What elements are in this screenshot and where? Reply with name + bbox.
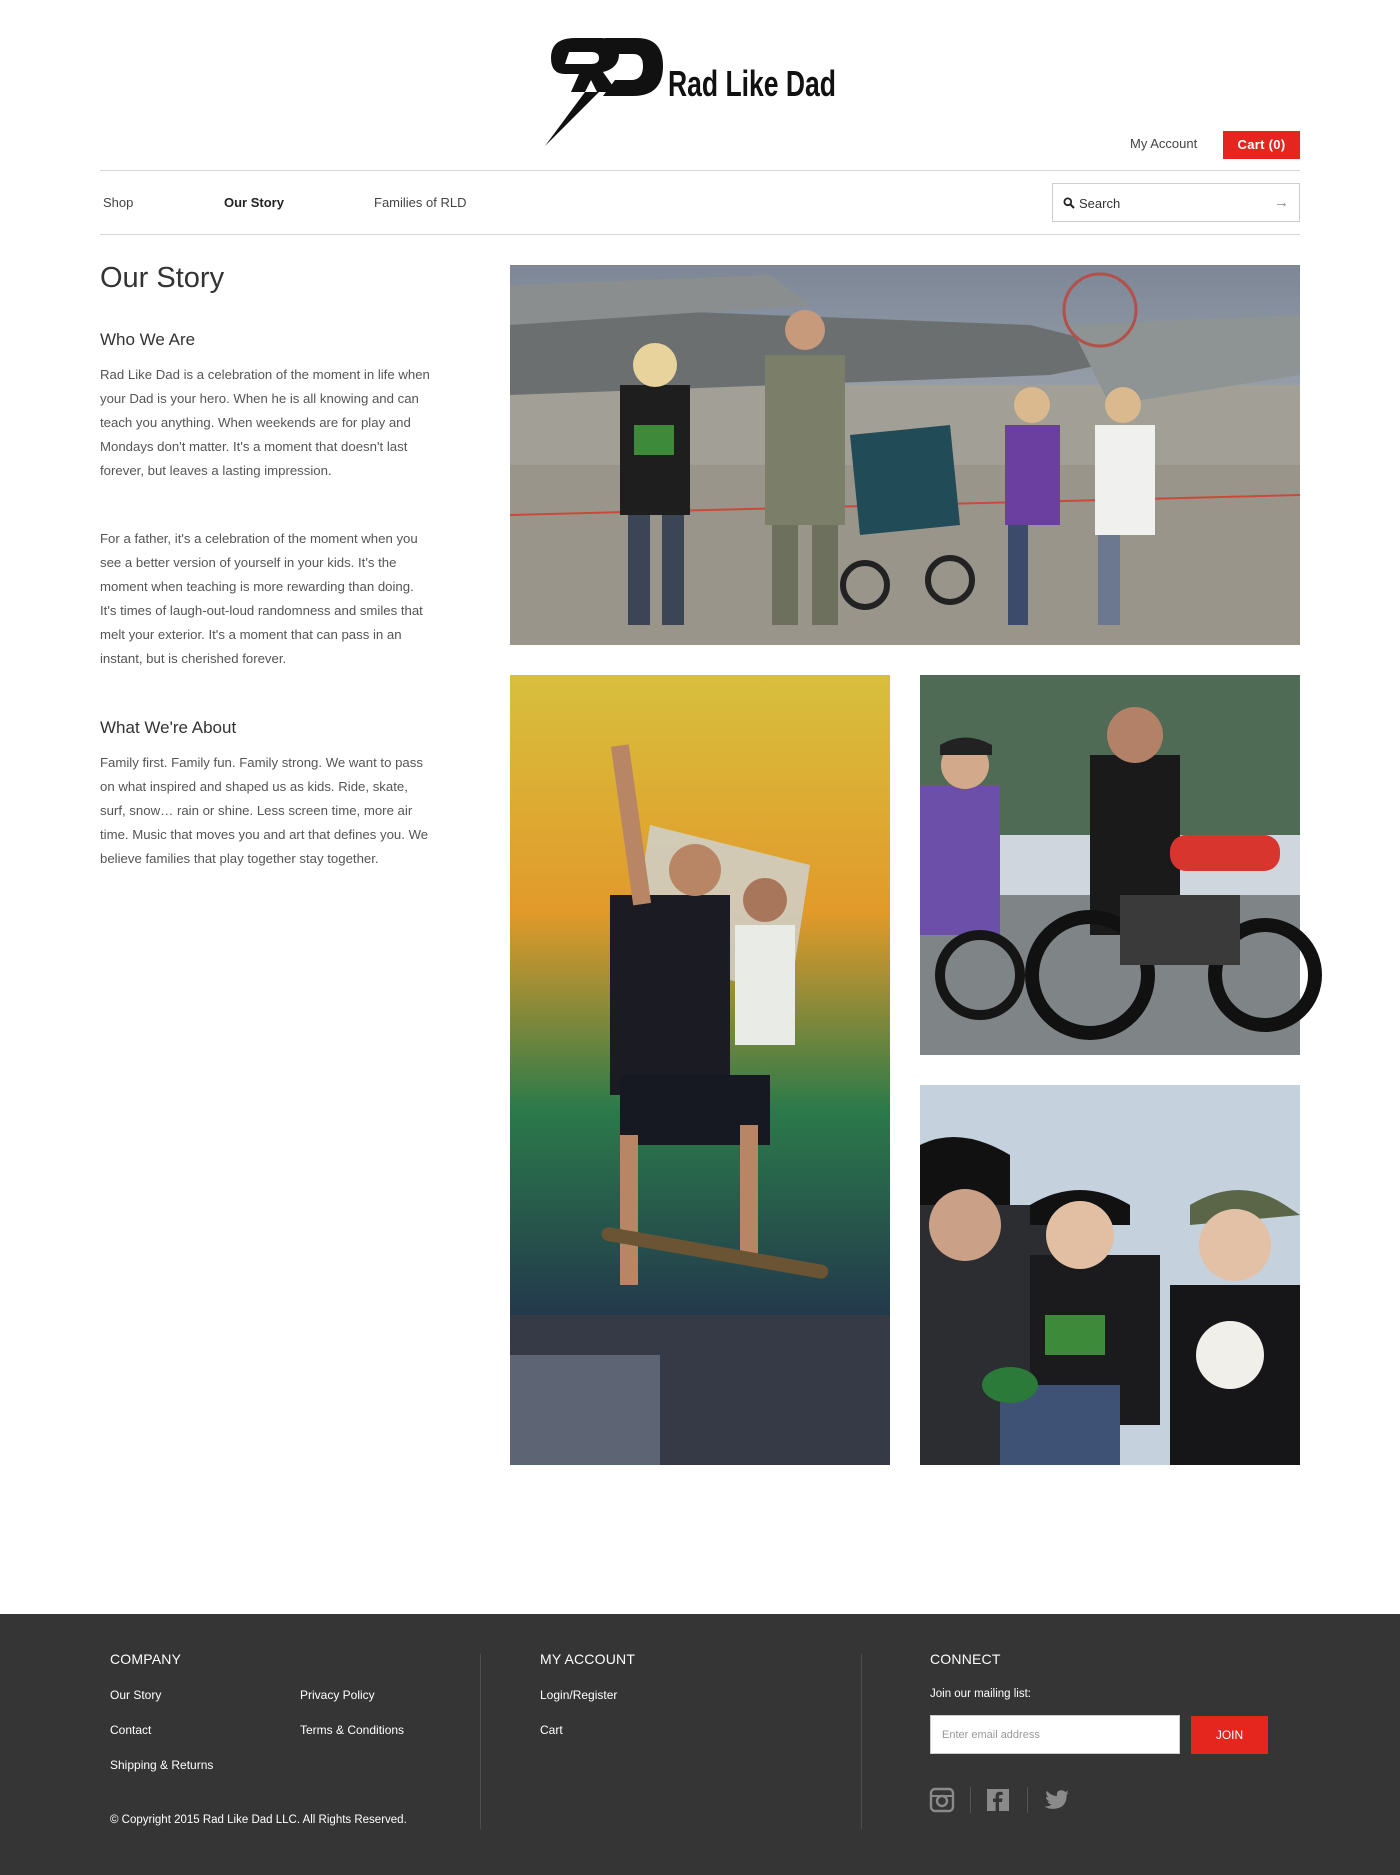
nav-families-of-rld[interactable]: Families of RLD	[374, 195, 467, 210]
who-we-are-paragraph-1: Rad Like Dad is a celebration of the moment in life when your Dad is your hero. When he is all knowing and can teach you anything. When weekends are for play and Mondays don't matter. It's a moment that doesn't last forever, but leaves a lasting impression.	[100, 367, 430, 478]
what-we-are-about-paragraph: Family first. Family fun. Family strong. We want to pass on what inspired and shaped us as kids. Ride, skate, surf, snow… rain or shine. Less screen time, more air time. Music that moves you and art that defines you. We believe families that play together stay together.	[100, 755, 429, 866]
photo-skate-ramp	[510, 675, 890, 1465]
social-divider	[970, 1787, 971, 1813]
footer-link-shipping-returns[interactable]: Shipping & Returns	[110, 1758, 214, 1772]
footer-link-cart[interactable]: Cart	[540, 1723, 563, 1737]
facebook-icon[interactable]	[986, 1788, 1010, 1812]
brand-logo-text: Rad Like Dad	[668, 63, 836, 104]
footer-heading-connect: CONNECT	[930, 1651, 1001, 1667]
nav-divider	[100, 234, 1300, 235]
header-divider	[100, 170, 1300, 171]
footer-heading-my-account: MY ACCOUNT	[540, 1651, 636, 1667]
cart-button[interactable]: Cart (0)	[1223, 131, 1300, 159]
footer-link-contact[interactable]: Contact	[110, 1723, 152, 1737]
email-field[interactable]	[930, 1715, 1180, 1754]
footer-link-login-register[interactable]: Login/Register	[540, 1688, 618, 1702]
copyright-text: © Copyright 2015 Rad Like Dad LLC. All Rights Reserved.	[110, 1814, 407, 1826]
footer-heading-company: COMPANY	[110, 1651, 182, 1667]
footer-divider	[480, 1654, 481, 1829]
section-heading-what-we-are-about: What We're About	[100, 718, 237, 737]
section-heading-who-we-are: Who We Are	[100, 330, 196, 349]
nav-shop[interactable]: Shop	[103, 195, 134, 210]
page-title: Our Story	[100, 262, 225, 294]
search-box[interactable]	[1052, 183, 1300, 222]
join-button[interactable]: JOIN	[1191, 1716, 1268, 1754]
social-divider	[1027, 1787, 1028, 1813]
twitter-icon[interactable]	[1044, 1788, 1070, 1812]
photo-airshow-family	[510, 265, 1300, 645]
photo-kids-caps	[920, 1085, 1300, 1465]
footer-link-our-story[interactable]: Our Story	[110, 1688, 162, 1702]
who-we-are-paragraph-2: For a father, it's a celebration of the moment when you see a better version of yourself in your kids. It's the moment when teaching is more rewarding than doing. It's times of laugh-out-loud randomness and smiles that melt your exterior. It's a moment that can pass in an instant, but is cherished forever.	[100, 531, 423, 666]
mailing-list-label: Join our mailing list:	[930, 1688, 1031, 1700]
brand-logo[interactable]	[545, 34, 840, 146]
my-account-link[interactable]: My Account	[1130, 136, 1198, 151]
footer-link-privacy-policy[interactable]: Privacy Policy	[300, 1688, 375, 1702]
footer-divider	[861, 1654, 862, 1829]
nav-our-story[interactable]: Our Story	[224, 195, 284, 210]
search-input[interactable]	[1079, 193, 1269, 213]
search-icon	[1063, 197, 1075, 209]
photo-motorcycle	[920, 675, 1300, 1055]
arrow-right-icon[interactable]: →	[1274, 194, 1289, 211]
instagram-icon[interactable]	[930, 1788, 954, 1812]
site-footer	[0, 1614, 1400, 1875]
footer-link-terms-conditions[interactable]: Terms & Conditions	[300, 1723, 405, 1737]
